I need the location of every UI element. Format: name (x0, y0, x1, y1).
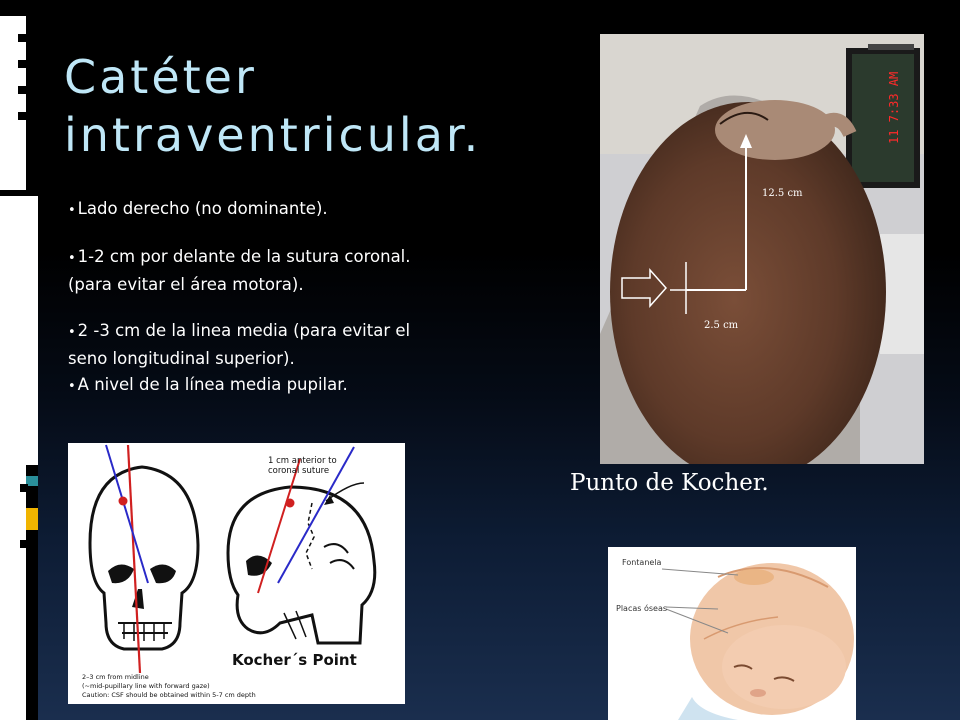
horizontal-measure-label: 2.5 cm (704, 320, 739, 331)
head-measurement-photo (600, 34, 924, 464)
annotation-top-line2: coronal suture (268, 466, 330, 476)
kocher-point-lateral-marker (286, 499, 295, 508)
strip-mark (0, 190, 38, 196)
strip-mark (18, 34, 32, 42)
midline-note-line1: 2–3 cm from midline (82, 673, 149, 681)
infant-fontanelle-diagram (608, 547, 856, 720)
kocher-point-marker (119, 497, 128, 506)
bullet-item: • 2 -3 cm de la linea media (para evitar el (68, 321, 411, 340)
placas-oseas-label: Placas óseas (616, 604, 668, 613)
monitor-timestamp: 11 7:33 AM (887, 71, 901, 144)
slide-title (64, 48, 584, 164)
bullet-item: • A nivel de la línea media pupilar. (68, 375, 348, 394)
midline-note-line2: (~mid-pupillary line with forward gaze) (82, 682, 210, 690)
vertical-measure-label: 12.5 cm (762, 188, 803, 199)
strip-bar (0, 0, 38, 16)
strip-mark (26, 465, 38, 720)
bullet-item: • 1-2 cm por delante de la sutura coronal. (68, 247, 411, 266)
bullet-continuation: (para evitar el área motora). (68, 275, 304, 294)
fontanela-label: Fontanela (622, 558, 662, 567)
strip-mark-yellow (26, 508, 38, 530)
title-line-2: intraventricular. (64, 108, 482, 162)
bullet-item: • Lado derecho (no dominante). (68, 199, 328, 218)
strip-mark (26, 16, 38, 191)
strip-mark (18, 112, 32, 120)
kocher-point-label: Kocher´s Point (232, 651, 357, 669)
bullet-list (68, 196, 508, 400)
strip-mark (20, 484, 28, 492)
strip-mark (18, 86, 32, 94)
photo-caption: Punto de Kocher. (570, 470, 769, 496)
strip-mark (18, 60, 32, 68)
bullet-continuation: seno longitudinal superior). (68, 349, 295, 368)
annotation-top-line1: 1 cm anterior to (268, 456, 337, 466)
strip-mark (20, 540, 28, 548)
title-line-1: Catéter (64, 50, 257, 104)
caution-note: Caution: CSF should be obtained within 5-7 cm depth (82, 691, 256, 699)
kocher-point-skull-diagram (68, 443, 405, 704)
left-decorative-strip (0, 0, 38, 720)
